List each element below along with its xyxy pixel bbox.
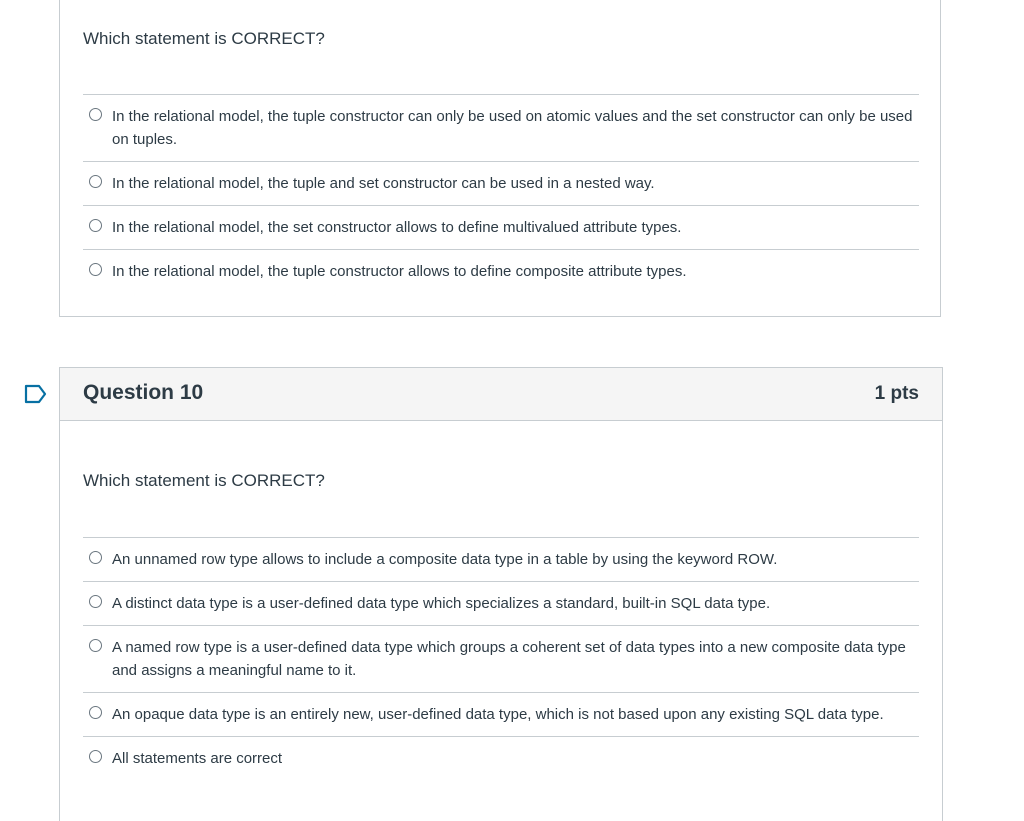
radio-button[interactable] [89, 595, 102, 608]
radio-button[interactable] [89, 750, 102, 763]
answer-label: In the relational model, the tuple and set constructor can be used in a nested way. [112, 175, 655, 192]
answer-option[interactable] [83, 582, 919, 626]
radio-button[interactable] [89, 219, 102, 232]
radio-button[interactable] [89, 263, 102, 276]
radio-button[interactable] [89, 706, 102, 719]
question-9-card [59, 0, 941, 317]
question-title: Question 10 [83, 381, 204, 404]
answer-label: An opaque data type is an entirely new, user-defined data type, which is not based upon any existing SQL data type. [112, 706, 884, 723]
answer-label: All statements are correct [112, 750, 283, 767]
question-9-answers [83, 94, 919, 293]
answer-option[interactable] [83, 250, 919, 293]
answer-option[interactable] [83, 538, 919, 582]
answer-label: A named row type is a user-defined data type which groups a coherent set of data types into a new composite data type and assigns a meaningful name to it. [112, 639, 906, 679]
answer-option[interactable] [83, 626, 919, 693]
answer-label: In the relational model, the tuple constructor can only be used on atomic values and the set constructor can only be used on tuples. [112, 108, 913, 148]
radio-button[interactable] [89, 175, 102, 188]
question-9-prompt: Which statement is CORRECT? [83, 29, 325, 48]
answer-option[interactable] [83, 95, 919, 162]
question-10-answers [83, 537, 919, 780]
question-points: 1 pts [874, 383, 919, 404]
answer-option[interactable] [83, 737, 919, 780]
answer-label: An unnamed row type allows to include a composite data type in a table by using the keyword ROW. [112, 551, 778, 568]
answer-label: In the relational model, the tuple constructor allows to define composite attribute types. [112, 263, 687, 280]
question-header [60, 368, 942, 421]
answer-label: A distinct data type is a user-defined data type which specializes a standard, built-in SQL data type. [112, 595, 771, 612]
radio-button[interactable] [89, 108, 102, 121]
answer-option[interactable] [83, 206, 919, 250]
answer-label: In the relational model, the set constructor allows to define multivalued attribute types. [112, 219, 682, 236]
answer-option[interactable] [83, 162, 919, 206]
flag-question-icon[interactable] [24, 384, 48, 404]
radio-button[interactable] [89, 551, 102, 564]
question-10-card [59, 367, 943, 821]
question-10-prompt: Which statement is CORRECT? [83, 471, 325, 490]
radio-button[interactable] [89, 639, 102, 652]
answer-option[interactable] [83, 693, 919, 737]
